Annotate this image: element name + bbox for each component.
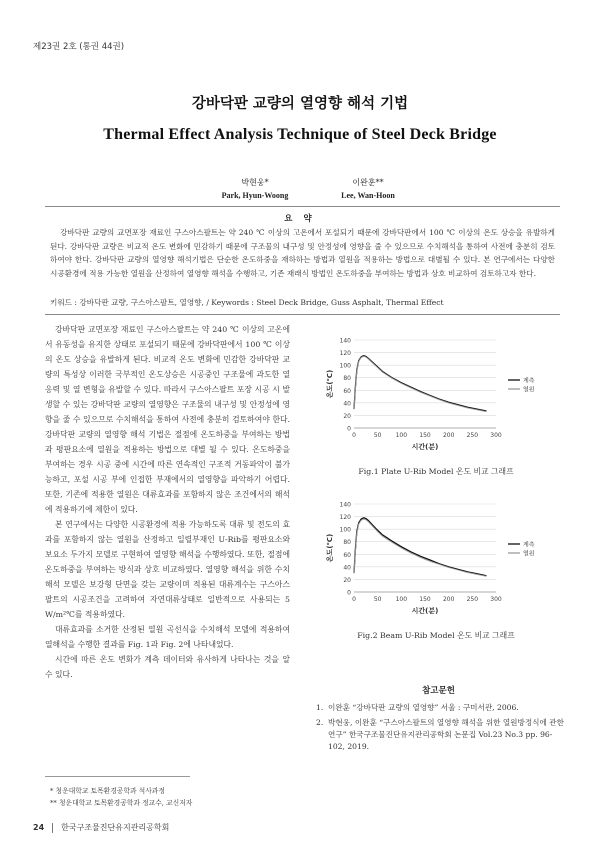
- author-1-name-kr: 박현웅*: [241, 178, 269, 187]
- body-paragraph-3: 대류효과를 소거한 산정된 열원 곡선식을 수치해석 모델에 적용하여 열해석을 수행한 결과를 Fig. 1과 Fig. 2에 나타내었다.: [45, 625, 290, 649]
- x-tick-label: 250: [466, 596, 479, 603]
- footnote-2: ** 청운대학교 토목환경공학과 정교수, 교신저자: [50, 799, 193, 807]
- chart-fig2-svg: [306, 494, 566, 624]
- abstract-heading: 요 약: [284, 214, 316, 224]
- x-tick-label: 200: [442, 596, 455, 603]
- x-tick-label: 0: [352, 596, 356, 603]
- caption-fig1: Fig.1 Plate U-Rib Model 온도 비교 그래프: [358, 467, 514, 476]
- y-tick-label: 20: [343, 576, 351, 584]
- y-tick-label: 100: [339, 362, 351, 370]
- x-tick-label: 300: [490, 596, 502, 603]
- author-1-name-en: Park, Hyun-Woong: [221, 191, 289, 200]
- title-english: Thermal Effect Analysis Technique of Steel Deck Bridge: [103, 126, 497, 143]
- references-list: [316, 702, 566, 756]
- footnotes: [50, 785, 192, 809]
- legend-label: 계측: [523, 541, 535, 549]
- y-tick-label: 80: [343, 539, 351, 547]
- abstract-bottom-rule: [45, 314, 560, 315]
- y-axis-label: 온도(℃): [326, 369, 334, 399]
- caption-fig2: Fig.2 Beam U-Rib Model 온도 비교 그래프: [357, 631, 515, 640]
- x-axis-label: 시간(분): [411, 443, 439, 451]
- footnote-1: * 청운대학교 토목환경공학과 석사과정: [50, 787, 165, 795]
- reference-number: 2.: [316, 718, 324, 727]
- chart-fig1-svg: [306, 330, 566, 460]
- y-tick-label: 0: [347, 589, 351, 597]
- footnote-rule: [45, 776, 190, 777]
- y-axis-label: 온도(℃): [326, 533, 334, 563]
- journal-name: 한국구조물진단유지관리공학회: [61, 823, 170, 832]
- chart-fig1: [306, 330, 566, 460]
- x-tick-label: 50: [373, 596, 382, 603]
- y-tick-label: 60: [343, 551, 351, 559]
- series-line-2: [354, 356, 487, 411]
- legend-label: 열원: [523, 386, 535, 394]
- x-tick-label: 100: [395, 432, 408, 439]
- reference-number: 1.: [316, 703, 324, 712]
- authors: [0, 176, 600, 206]
- y-tick-label: 20: [343, 412, 351, 420]
- x-tick-label: 150: [419, 432, 431, 439]
- y-tick-label: 140: [339, 501, 351, 509]
- reference-item: [316, 702, 566, 714]
- footer-divider: [52, 823, 53, 833]
- y-tick-label: 120: [339, 514, 351, 522]
- x-tick-label: 300: [490, 432, 502, 439]
- author-2-name-kr: 이완훈**: [352, 178, 384, 187]
- author-2: [318, 176, 418, 202]
- author-1: [205, 176, 305, 202]
- y-tick-label: 40: [343, 400, 351, 408]
- body-paragraph-4: 시간에 따른 온도 변화가 계측 데이터와 유사하게 나타나는 것을 알 수 있다.: [45, 655, 290, 679]
- reference-text: 박현웅, 이완훈 “구스아스팔트의 열영향 해석을 위한 열원방정식에 관한 연구” 한국구조물진단유지관리공학회 논문집 Vol.23 No.3 pp. 96-102, 2019.: [328, 718, 564, 751]
- y-tick-label: 100: [339, 526, 351, 534]
- keywords: 키워드 : 강바닥판 교량, 구스아스팔트, 열영향, / Keywords : Steel Deck Bridge, Guss Asphalt, Thermal Effect: [50, 298, 444, 307]
- series-line-2: [354, 519, 487, 576]
- reference-text: 이완훈 “강바닥판 교량의 열영향” 서울 : 구미서관, 2006.: [328, 703, 519, 712]
- chart-fig2: [306, 494, 566, 624]
- abstract-text: 강바닥판 교량의 교면포장 재료인 구스아스팔트는 약 240 ℃ 이상의 고온에서 포설되기 때문에 강바닥판에서 100 ℃ 이상의 온도 상승을 유발하게 된다. 강바닥판 교량은 비교적 온도 변화에 민감하기 때문에 구조물의 내구성 및 안정성에 영향을 줄 수 있으므로 수치해석을 통하여 사전에 충분히 검토하여야 한다. 강바닥판 교량의 열영향 해석기법은 단순한 온도하중을 재하하는 방법과 열원을 적용하는 방법으로 대별될 수 있다. 본 연구에서는 다양한 시공환경에 적용 가능한 열원을 산정하여 열영향 해석을 수행하고, 기존 재래식 방법인 온도하중을 부여하는 방법과 상호 비교하여 검토하고자 한다.: [50, 228, 555, 278]
- y-tick-label: 140: [339, 337, 351, 345]
- y-tick-label: 60: [343, 387, 351, 395]
- author-2-name-en: Lee, Wan-Hoon: [341, 191, 395, 200]
- x-axis-label: 시간(분): [411, 607, 439, 615]
- x-tick-label: 0: [352, 432, 356, 439]
- y-tick-label: 0: [347, 425, 351, 433]
- y-tick-label: 80: [343, 375, 351, 383]
- issue-header: 제23권 2호 (통권 44권): [33, 42, 125, 52]
- y-tick-label: 120: [339, 350, 351, 358]
- title-korean: 강바닥판 교량의 열영향 해석 기법: [191, 95, 409, 112]
- page-number: 24: [33, 823, 45, 832]
- legend-label: 열원: [523, 550, 535, 558]
- y-tick-label: 40: [343, 564, 351, 572]
- x-tick-label: 200: [442, 432, 455, 439]
- body-paragraph-1: 강바닥판 교면포장 재료인 구스아스팔트는 약 240 ℃ 이상의 고온에서 유동성을 유지한 상태로 포설되기 때문에 강바닥판에서 100 ℃ 이상의 온도 상승을 유발하게 된다. 비교적 온도 변화에 민감한 강바닥판 교량의 특성상 이러한 국부적인 온도상승은 시공중인 구조물에 과도한 열 응력 및 열 변형을 유발할 수 있다. 따라서 구스아스팔트 포장 시공 시 발생할 수 있는 강바닥판 교량의 열영향은 구조물의 내구성 및 안정성에 영향을 줄 수 있으므로 수치해석을 통하여 사전에 충분히 검토하여야 한다. 강바닥판 교량의 열영향 해석 기법은 절점에 온도하중을 부여하는 방법과 평판요소에 열원을 적용하는 방법으로 대별 될 수 있다. 온도하중을 부여하는 경우 시공 중에 시간에 따른 연속적인 구조적 거동파악이 불가능하고, 포설 시공 부에 인접한 부재에서의 열영향을 파악하기 어렵다. 또한, 기존에 적용한 열원은 대류효과를 포함하지 않은 조건에서의 해석에 적용하기에 제한이 있다.: [45, 325, 290, 514]
- body-paragraph-2: 본 연구에서는 다양한 시공환경에 적용 가능하도록 대류 및 전도의 효과를 포함하지 않는 열원을 산정하고 일렬부재인 U-Rib를 평판요소와 보요소 두가지 모델로 구현하여 열영향 해석을 수행하였다. 또한, 절점에 온도하중을 부여하는 방식과 상호 비교하였다. 열영향 해석을 위한 수치해석 모델은 보강형 단면을 갖는 교량이며 적용된 대류계수는 구스아스팔트의 시공조건을 고려하여 자연대류상태로 일반적으로 사용되는 5 W/m²℃를 적용하였다.: [45, 520, 290, 619]
- x-tick-label: 100: [395, 596, 408, 603]
- references-heading: 참고문헌: [422, 686, 455, 696]
- page-footer: [33, 822, 169, 833]
- abstract-top-rule: [45, 206, 560, 207]
- x-tick-label: 150: [419, 596, 431, 603]
- x-tick-label: 250: [466, 432, 479, 439]
- x-tick-label: 50: [373, 432, 382, 439]
- body-text: [45, 322, 290, 682]
- legend-label: 계측: [523, 377, 535, 385]
- reference-item: [316, 717, 566, 753]
